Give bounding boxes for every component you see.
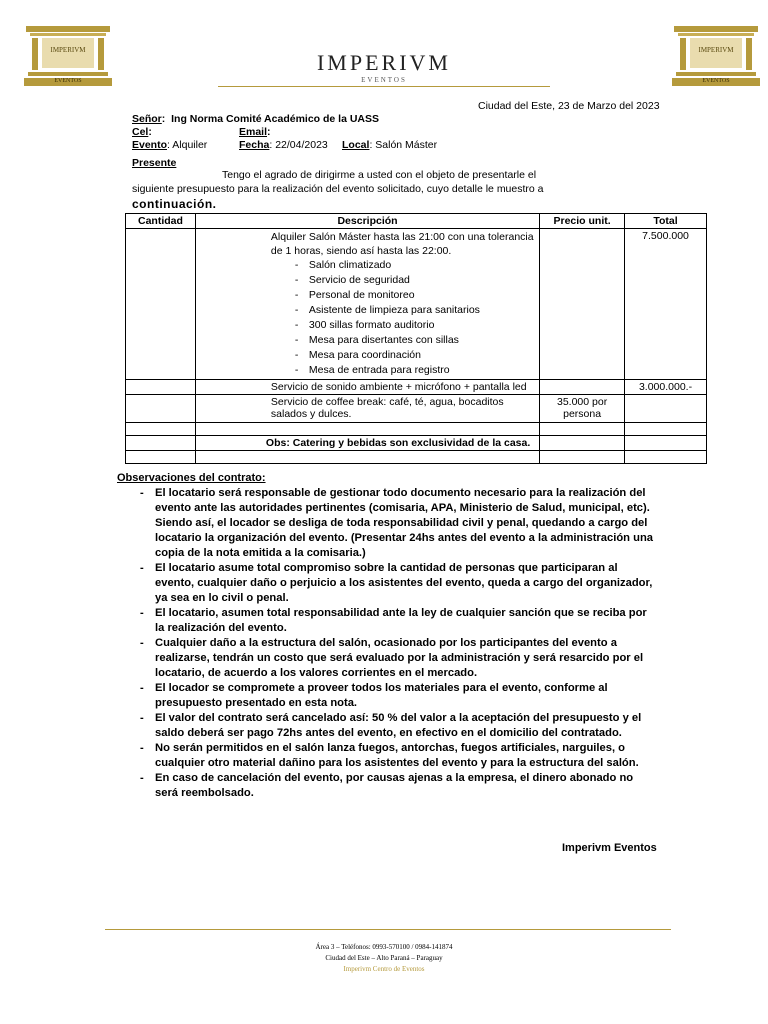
budget-table (125, 213, 707, 464)
header-total: Total (625, 214, 707, 229)
list-item: - El locatario asume total compromiso sobre la cantidad de personas que participaran al evento, cualquier daño o perjuicio a los asistentes del evento, queda a cargo del organizador, ya sea en lo civil o penal. (138, 561, 658, 606)
list-item: - En caso de cancelación del evento, por causas ajenas a la empresa, el dinero abonado no será reembolsado. (138, 771, 658, 801)
header-precio: Precio unit. (540, 214, 625, 229)
list-item: - Salón climatizado (297, 258, 535, 273)
header-descripcion: Descripción (195, 214, 539, 229)
cell-total (625, 395, 707, 423)
cell-empty (540, 423, 625, 436)
logo-right-text-top: IMPERIVM (698, 46, 734, 54)
recipient-senor: Señor: Ing Norma Comité Académico de la UASS (132, 113, 380, 125)
cell-empty (126, 451, 196, 464)
fecha-value: 22/04/2023 (275, 139, 328, 151)
cell-empty (540, 451, 625, 464)
cell-total (625, 436, 707, 451)
intro-line-1: Tengo el agrado de dirigirme a usted con el objeto de presentarle el (222, 169, 537, 181)
list-item: - El valor del contrato será cancelado así: 50 % del valor a la aceptación del presupuesto y el saldo deberá ser pago 72hs antes del evento, en efectivo en el domicilio del contratado. (138, 711, 658, 741)
email-label: Email (239, 126, 268, 138)
row2-total: 3.000.000.- (625, 380, 707, 395)
row3-price: 35.000 por persona (540, 395, 625, 423)
cell-precio (540, 229, 625, 380)
date-line: Ciudad del Este, 23 de Marzo del 2023 (478, 100, 660, 112)
list-item: - Servicio de seguridad (297, 273, 535, 288)
footer-address: Área 3 – Teléfonos: 0993-570100 / 0984-141874 (315, 943, 453, 951)
logo-left-text-top: IMPERIVM (50, 46, 86, 54)
cell-precio (540, 380, 625, 395)
observations-title: Observaciones del contrato: (117, 472, 266, 484)
row5-observation: Obs: Catering y bebidas son exclusividad de la casa. (195, 436, 539, 451)
recipient-fecha: Fecha: 22/04/2023 (239, 139, 328, 151)
cell-empty (625, 451, 707, 464)
table-row (126, 436, 707, 451)
cell-cantidad (126, 380, 196, 395)
table-row (126, 423, 707, 436)
brand-title: IMPERIVM (316, 50, 451, 75)
list-item: - El locador se compromete a proveer todos los materiales para el evento, conforme al presupuesto presentado en esta nota. (138, 681, 658, 711)
cell-precio (540, 436, 625, 451)
row3-description: Servicio de coffee break: café, té, agua, bocaditos salados y dulces. (195, 395, 539, 423)
recipient-cel: Cel: (132, 126, 152, 138)
senor-label: Señor (132, 113, 162, 125)
evento-value: Alquiler (172, 139, 208, 151)
local-label: Local (342, 139, 370, 151)
table-row (126, 380, 707, 395)
brand-underline (218, 86, 550, 87)
list-item: - Mesa para coordinación (297, 348, 535, 363)
list-item: - Mesa de entrada para registro (297, 363, 535, 378)
footer-city: Ciudad del Este – Alto Paraná – Paraguay (325, 954, 443, 962)
list-item: - Mesa para disertantes con sillas (297, 333, 535, 348)
list-item: - Asistente de limpieza para sanitarios (297, 303, 535, 318)
local-value: Salón Máster (375, 139, 438, 151)
row1-total: 7.500.000 (625, 229, 707, 380)
table-row (126, 229, 707, 380)
table-row (126, 451, 707, 464)
intro-line-3: continuación. (132, 197, 217, 211)
row2-description: Servicio de sonido ambiente + micrófono + pantalla led (195, 380, 539, 395)
list-item: - El locatario, asumen total responsabilidad ante la ley de cualquier sanción que se reciba por la realización del evento. (138, 606, 658, 636)
list-item: - El locatario será responsable de gestionar todo documento necesario para la realización del evento ante las autoridades pertinentes (comisaria, APA, Ministerio de Salud, municipal, etc). Siendo así, el locador se desliga de toda responsabilidad civil y penal, quedando a cargo del locatario la organización del evento. (Presentar 24hs antes del evento a la administración una copia de la nota emitida a la comisaria.) (138, 486, 658, 561)
brand-subtitle: EVENTOS (361, 76, 407, 84)
list-item: - No serán permitidos en el salón lanza fuegos, antorchas, fuegos artificiales, narguiles, o cualquier otro material dañino para los asistentes del evento y para la estructura del salón. (138, 741, 658, 771)
observations-list (138, 486, 658, 801)
logo-left-text-bottom: EVENTOS (54, 78, 82, 84)
recipient-evento: Evento: Alquiler (132, 139, 208, 151)
signature: Imperivm Eventos (562, 842, 657, 854)
list-item: - 300 sillas formato auditorio (297, 318, 535, 333)
list-item: - Cualquier daño a la estructura del salón, ocasionado por los participantes del evento a realizarse, tendrán un costo que será evaluado por la administración y será resarcido por el locatario, de acuerdo a los valores corrientes en el mercado. (138, 636, 658, 681)
intro-line-2: siguiente presupuesto para la realización del evento solicitado, cuyo detalle le muestro a (132, 183, 544, 195)
cell-empty (625, 423, 707, 436)
table-row (126, 395, 707, 423)
table-header-row (126, 214, 707, 229)
cel-label: Cel (132, 126, 149, 138)
list-item: - Personal de monitoreo (297, 288, 535, 303)
cell-cantidad (126, 395, 196, 423)
cell-cantidad (126, 436, 196, 451)
row1-description: Alquiler Salón Máster hasta las 21:00 con una tolerancia de 1 horas, siendo así hasta las 22:00. (270, 231, 534, 257)
cell-empty (195, 451, 539, 464)
footer-divider (105, 929, 671, 930)
recipient-local: Local: Salón Máster (342, 139, 438, 151)
senor-value: Ing Norma Comité Académico de la UASS (171, 113, 380, 125)
fecha-label: Fecha (239, 139, 270, 151)
row1-item-list (271, 258, 535, 378)
presente-heading: Presente (132, 157, 177, 169)
recipient-email: Email: (239, 126, 271, 138)
logo-right-text-bottom: EVENTOS (702, 78, 730, 84)
cell-empty (126, 423, 196, 436)
header-cantidad: Cantidad (126, 214, 196, 229)
cell-empty (195, 423, 539, 436)
cell-descripcion (195, 229, 539, 380)
footer-company: Imperivm Centro de Eventos (343, 965, 425, 973)
cell-cantidad (126, 229, 196, 380)
evento-label: Evento (132, 139, 168, 151)
